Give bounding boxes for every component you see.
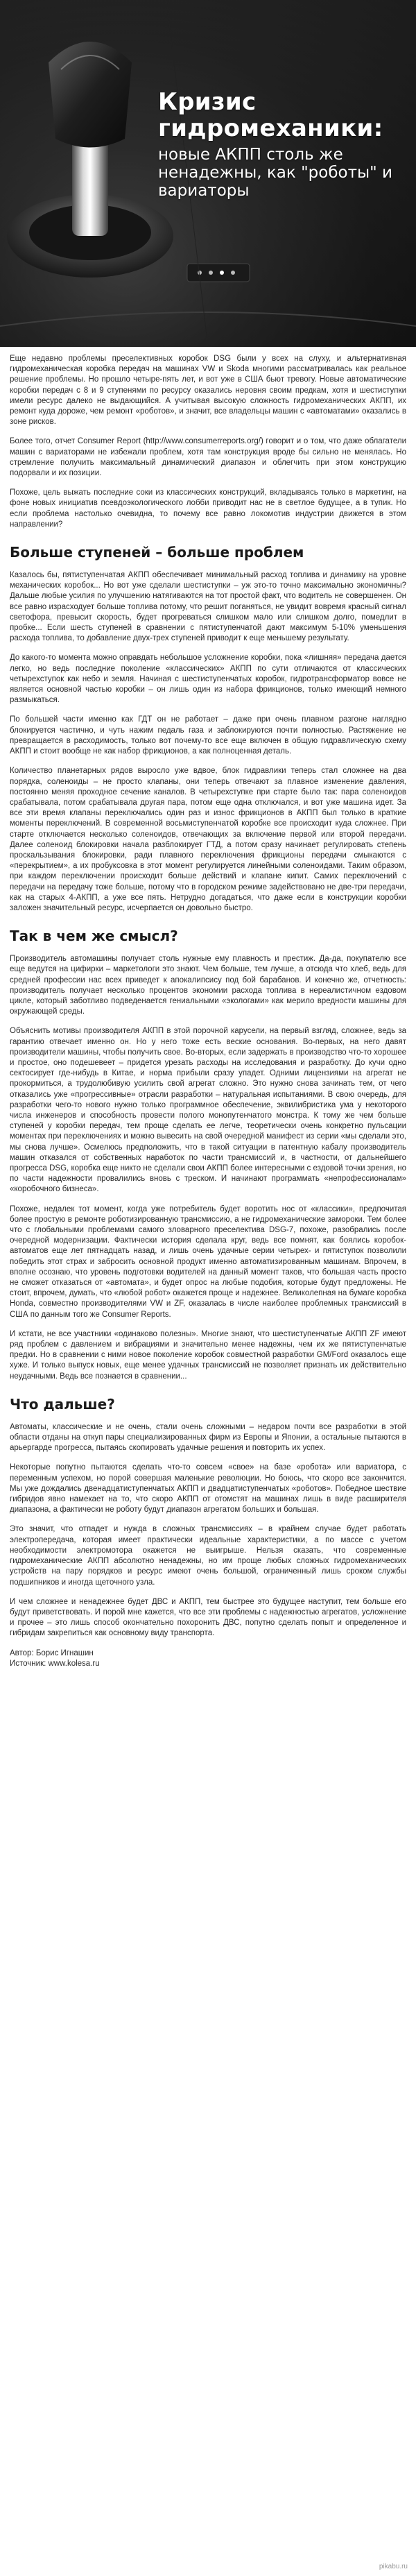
- intro-paragraph: Похоже, цель выжать последние соки из классических конструкций, вкладываясь только в маркетинг, на фоне новых инициатив псевдоэкологического лобби приводит нас не в светлое будущее, а в тупик. Но если проблема настолько очевидна, то почему все равно локомотив индустрии движется в этом направлении?: [10, 488, 406, 529]
- section-paragraph: Производитель автомашины получает столь нужные ему плавность и престиж. Да-да, покупателю все еще ведутся на цифирки – маркетологи это знают. Чем больше, тем лучше, а отсюда что хлеб, ведь для средней профессии нас всех приведет к апокалипсису под бой барабанов. И конечно же, отчетность: производитель получает несколько процентов экономии расхода топлива в нереалистичном ездовом цикле, который заботливо подведенается гениальными «экологами» как мерило вредности машины для окружающей среды.: [10, 955, 406, 1016]
- section-heading: Что дальше?: [10, 1395, 115, 1413]
- site-watermark: pikabu.ru: [379, 2563, 408, 2570]
- intro-paragraph: Еще недавно проблемы преселективных коробок DSG были у всех на слуху, и альтернативная гидромеханическая коробка передач на машинах VW и Skoda многими рассматривалась как реальное решение проблемы. Но прошло четыре-пять лет, и вот уже в США бьют тревогу. Новые автоматические коробки передач с 8 и 9 ступенями по ресурсу оказались неровня своим предкам, хотя и шестиступки имели ресурс далеко не выдающийся. А учитывая высокую сложность гидромеханических АКПП, их ремонт куда дороже, чем ремонт «роботов», и значит, все владельцы машин с «автоматами» оказались в зоне рисков.: [10, 355, 406, 427]
- section-paragraph: И кстати, не все участники «одинаково полезны». Многие знают, что шестиступенчатые АКПП ZF имеют ряд проблем с давлением и вибрациями и значительно менее надежны, чем их же пятиступенчатые предки. Но в сравнении с ними новое поколение коробок совместной разработки GM/Ford оказалось еще хуже. И только выпуск новых, еще менее удачных трансмиссий не позволяет признать их действительно неудачными. Ведь все познается в сравнении...: [10, 1329, 406, 1381]
- hero-subtitle: новые АКПП столь же ненадежны, как "роботы" и вариаторы: [158, 146, 393, 200]
- section-paragraph: И чем сложнее и ненадежнее будет ДВС и АКПП, тем быстрее это будущее наступит, тем больше его будут приветствовать. И порой мне кажется, что все эти проблемы с надежностью агрегатов, усложнение и прочее – это лишь способ окончательно похоронить ДВС, попутно сделать попыт и определенное и гибридам закрепиться как основному виду транспорта.: [10, 1597, 406, 1638]
- section-paragraph: Похоже, недалек тот момент, когда уже потребитель будет воротить нос от «классики», предпочитая более простую в ремонте роботизированную трансмиссию, а не гидромеханические замороки. Тем более что с глобальными проблемами самого зловарного преселектива DSG-7, похоже, разобрались после очередной модернизации. Фактически история сделала круг, ведь все помнят, как боялись коробок-автоматов еще лет пятнадцать назад, и лишь очень удачные серии четырех- и пятиступок позволили победить этот страх и забросить основной продукт именно автоматизированным машинам. Впрочем, в вполне осознаю, что уровень подготовки водителей на данный момент таков, что большая часть просто не сможет отказаться от «автомата», и будет опрос на любые подобия, которые будут предложены. Не стоит, впрочем, думать, что «любой робот» окажется проще и надежнее. Великолепная на бумаге коробка Honda, совместно производителями VW и ZF, оказалась в числе наиболее проблемных трансмиссий в США по данным того же Consumer Reports.: [10, 1204, 406, 1319]
- article-body: [0, 347, 416, 1669]
- section-heading: Так в чем же смысл?: [10, 928, 178, 945]
- section-paragraph: До какого-то момента можно оправдать небольшое усложнение коробки, пока «лишняя» передача дается легко, но ведь последние поколение «классических» АКПП по сути отличаются от классических четырехступок как небо и земля. Начиная с шестиступенчатых коробок, гидротрансформатор вовсе не является основной частью коробки – он лишь один из набора фрикционов, только имеющий немного размыкаться.: [10, 654, 406, 705]
- section-paragraph: Объяснить мотивы производителя АКПП в этой порочной карусели, на первый взгляд, сложнее, ведь за гарантию отвечает именно он. Но у него тоже есть веские основания. Во-первых, на него давят производители машины, чтобы получить свое. Во-вторых, если задержать в производство что-то хорошее и простое, оно подешевеет – придется урезать расходы на исследования и разработку. До кучи одно сектосирует где-нибудь в Китае, и норма прибыли сразу упадет. Одними лицензиями на агрегат не прокормиться, а трудолюбивую усилить свой агрегат сложно. Это нужно снова зачинать тем, от чего отказались уже «прогрессивные» отрасли разработки – натуральная испытаниями. В свою очередь, для разработки чего-то нового нужно только программное обеспечение, эквилибристика ума у некоторого числа инженеров и способность провести полого монопутенчатого монстра. К тому же чем больше ступеней у коробки передач, тем проще сделать ее легче, теоретически очень конкретно пульсации моментах при переключениях и можно вывесить на свой очередной манифест из серии «мы сделали это, мы снова лучше». Осмелюсь предположить, что в такой ситуации в патентную кабалу производитель машин отказался от собственных наработок по части трансмиссий и, в частности, от дальнейшего прогресса DSG, коробка еще никто не сделали свои АКПП более интересными с ездовой точки зрения, но по части надежности провалились вновь с треском. И начинают программать «непрофессионалам» «коробочного бизнеса».: [10, 1027, 406, 1194]
- section-paragraph: Некоторые попутно пытаются сделать что-то совсем «свое» на базе «робота» или вариатора, с переменным успехом, но порой совершая маленькие революции. Но боюсь, что скоро все закончится. Мы уже дождались двенадцатиступенчатых АКПП и двадцатиступенчатых «роботов». Победное шествие гибридов явно намекает на то, что скоро АКПП от отомстят на машинах лишь в виде расширителя диапазона, а фактически не роботу будут диапазон агрегатом больших и большая.: [10, 1463, 406, 1515]
- section-paragraph: Это значит, что отпадет и нужда в сложных трансмиссиях – в крайнем случае будет работать электропередача, которая имеет практически идеальные характеристики, а по массе с учетом необходимости электромотора окажется не выигрыше. Нельзя сказать, что современные гидромеханические АКПП абсолютно ненадежны, но им проще любых сложных гидромеханических устройств на пару порядков и ресурс имеют очень большой, ограниченный лишь сроком службы подшипников и иногда щеточного узла.: [10, 1525, 406, 1587]
- author-credit: Автор: Борис Игнашин: [10, 1648, 94, 1657]
- source-credit: Источник: www.kolesa.ru: [10, 1659, 100, 1668]
- section-paragraph: Количество планетарных рядов выросло уже вдвое, блок гидравлики теперь стал сложнее на два порядка, соленоиды – не просто клапаны, они теперь отвечают за плавное изменение давления, постоянно меняя проходное сечение каналов. В четырехступке при старте было так: пара соленоидов срабатывала, потом срабатывала другая пара, потом еще одна отключался, и вот уже машина идет. За все эти время клапаны переключались один раз и износ фрикционов в АКПП был только в краткие моменты переключений. В современной восьмиступенчатой коробке все происходит куда сложнее. При старте отключается несколько соленоидов, отвечающих за включение первой или второй передачи. Далее соленоид блокировки начала разблокирует ГТД, а потом сразу начинает регулировать степень проскальзывания блокировки, ради плавного переключения фрикционы передачи смыкаются с «перекрытием», а их пробуксовка в этот момент регулируется линейными соленоидами. Таким образом, при каждом переключении происходит больше действий и клапане кипит. Самих переключений с передачи на передачу тоже больше, потому что в городском режиме задействовано не две-три передачи, как на старых 4-АКПП, а уже все пять. Нетрудно догадаться, что даже если в конструкции коробки заложен значительный ресурс, исчерпается он довольно быстро.: [10, 767, 406, 912]
- section-heading: Больше ступеней – больше проблем: [10, 544, 304, 561]
- hero-banner: [0, 0, 416, 347]
- section-paragraph: Казалось бы, пятиступенчатая АКПП обеспечивает минимальный расход топлива и динамику на уровне механических коробок... Но вот уже сделали шестиступки – уж это-то точно максимально экономичны? Дальше любые усилия по улучшению натягиваются на тот простой факт, что водитель не совершенен. Он все равно израсходует больше топлива потому, что решит поганяться, не увидит вовремя красный сигнал светофора, превысит скорость, будет прогреваться слишком мало или слишком долго, помедлит в пробке... Если шесть ступеней в сравнении с пятиступенчатой дают максимум 5-10% уменьшения расхода топлива, то добавление двух-трех ступеней приводит к еще меньшему результату.: [10, 571, 406, 643]
- hero-title: Кризис гидромеханики:: [158, 88, 383, 142]
- section-paragraph: По большей части именно как ГДТ он не работает – даже при очень плавном разгоне наглядно блокируется частично, и чуть нажим педаль газа и заблокируются почти полностью. Растяжение не превращается в расходимость, только вот почему-то все еще включен в общую гидравлическую схему АКПП и стоит вообще не как набор фрикционов, а как полноценная деталь.: [10, 715, 406, 756]
- section-paragraph: Автоматы, классические и не очень, стали очень сложными – недаром почти все разработки в этой области отданы на откуп пары специализированных фирм из Европы и Японии, а остальные пытаются в арьергарде прогресса, пытаясь скопировать удачные решения и повторить их успех.: [10, 1422, 406, 1453]
- hero-text-block: [158, 89, 401, 200]
- article-footer: [10, 1648, 406, 1669]
- intro-paragraph: Более того, отчет Consumer Report (http://www.consumerreports.org/) говорит и о том, что даже облагатели машин с вариаторами не избежали проблем, хотя там конструкция вроде бы сильно не менялась. Но стремление получить максимальный динамический диапазон и облегчить при этом конструкцию подорвали и их позиции.: [10, 437, 406, 478]
